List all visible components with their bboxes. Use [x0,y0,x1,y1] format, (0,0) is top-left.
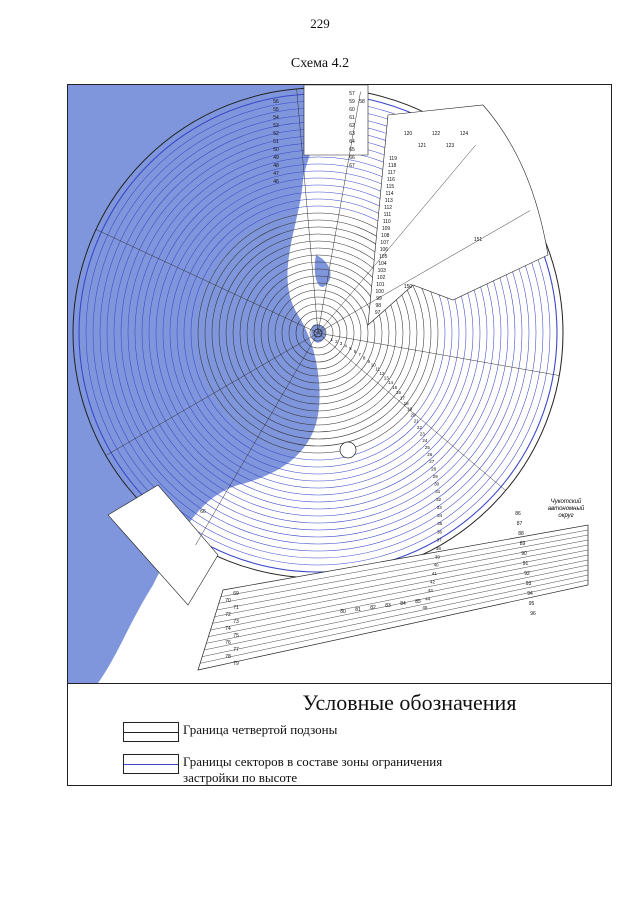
sector-number: 28 [431,466,437,472]
sector-number: 95 [528,601,535,607]
sector-number: 10 [370,362,376,368]
sector-cutout-northeast [368,105,548,325]
sector-number: 119 [389,156,397,162]
sector-number: 66 [200,509,206,515]
sector-number: 57 [349,91,355,97]
sector-number: 17 [399,395,405,401]
subzone-swatch [123,722,179,742]
sector-cutout-north [304,85,368,155]
scheme-title: Схема 4.2 [290,56,350,71]
sector-number: 94 [527,591,533,597]
sector-number: 29 [432,473,438,479]
sector-number: 35 [437,521,443,527]
sector-number: 4 [344,343,347,349]
sector-number: 60 [349,107,355,113]
sector-number: 5 [349,345,352,351]
map-frame [67,84,612,786]
sector-number: 115 [386,184,395,190]
sector-number: 98 [375,303,382,309]
sector-number: 46 [273,179,279,185]
sector-number: 79 [233,661,239,667]
sector-number: 21 [413,418,419,424]
legend-item-label: Границы секторов в составе зоны ограничения застройки по высоте [183,754,443,785]
sector-number: 114 [385,191,394,197]
sector-number: 34 [437,512,443,518]
sector-number: 14 [387,380,394,386]
sector-number: 45 [422,605,428,611]
sector-number: 92 [524,571,530,577]
sector-number: 71 [233,605,239,611]
sector-number: 88 [518,531,524,537]
sector-number: 55 [273,107,279,113]
sector-number: 3 [339,340,343,346]
sector-number: 73 [233,619,239,625]
sector-number: 11 [375,366,381,372]
sector-number: 76 [225,640,231,646]
sector-number: 42 [429,579,435,585]
region-label: Чукотский [550,499,582,505]
sector-number: 43 [427,588,433,594]
sector-number: 106 [379,247,389,253]
sector-number: 16 [396,390,402,396]
sector-number: 85 [415,599,421,605]
sector-number: 53 [273,123,279,129]
sector-number: 104 [378,261,387,267]
sector-number: 96 [530,611,536,617]
sector-number: 52 [273,131,279,137]
sector-number: 22 [416,425,422,431]
legend-item-sectors [123,754,493,786]
sector-number: 33 [436,504,442,510]
sector-number: 18 [403,400,409,406]
legend-item-label: Граница четвертой подзоны [183,722,338,737]
sector-number: 59 [349,99,355,105]
sector-number: 82 [370,605,376,611]
sector-number: 113 [384,198,393,204]
region-label: автономный [547,506,585,512]
legend-item-subzone [123,722,493,742]
sector-number: 111 [383,212,392,218]
sector-number: 62 [349,123,355,129]
sector-number: 7 [358,351,361,357]
zone-map[interactable] [68,85,611,683]
sector-number: 108 [381,233,390,239]
sector-number: 74 [225,626,231,632]
sector-number: 109 [381,226,391,232]
sector-number: 9 [367,358,370,364]
page-number: 229 [310,16,330,31]
sector-number: 31 [435,489,441,495]
sector-number: 120 [403,131,413,137]
sector-number: 26 [427,452,433,458]
region-label: округ [558,513,574,519]
sector-number: 78 [225,654,231,660]
sector-number: 70 [225,598,231,604]
sector-number: 23 [419,431,425,437]
sector-number: 8 [362,355,366,361]
sector-number: 103 [377,268,386,274]
sector-number: 27 [429,459,435,465]
center-sector-45 [340,442,356,458]
sector-number: 102 [376,275,386,281]
sector-number: 81 [355,607,361,613]
sector-number: 1 [330,336,334,342]
sector-number: 30 [434,481,440,487]
sector-number: 97 [374,310,381,316]
sector-number: 40 [433,562,439,568]
sector-number: 13 [383,375,389,381]
sector-number: 64 [349,139,355,145]
sector-number: 63 [349,131,355,137]
sector-number: 89 [519,541,526,547]
sector-number: 72 [225,612,231,618]
legend-title: Условные обозначения [302,690,517,715]
sector-radial [318,333,559,376]
sector-number: 99 [376,296,382,302]
sector-number: 112 [384,205,393,211]
sector-number: 66 [349,155,355,161]
sector-number: 116 [386,177,395,183]
sector-number: 58 [359,99,365,105]
sector-number: 54 [273,115,279,121]
sector-number: 49 [273,155,279,161]
sector-number: 15 [392,384,398,390]
sector-number: 37 [436,537,442,543]
sector-number: 150 [403,284,413,290]
map-area[interactable] [68,85,611,683]
sector-number: 20 [410,412,416,418]
sector-number: 91 [522,561,529,567]
sector-number: 105 [379,254,388,260]
sector-number: 32 [436,497,442,503]
sector-number: 50 [273,147,279,153]
sector-number: 123 [445,143,455,149]
sector-number: 19 [407,406,413,412]
sector-number: 121 [417,143,427,149]
sector-number: 124 [459,131,469,137]
sector-number: 90 [521,551,527,557]
water-inlet [315,255,331,287]
legend [68,683,611,786]
sector-number: 87 [516,521,523,527]
sector-number: 67 [349,163,355,169]
sector-number: 2 [335,338,338,344]
sector-swatch [123,754,179,774]
sector-number: 69 [233,591,239,597]
sector-number: 51 [273,139,279,145]
sector-number: 6 [353,348,357,354]
sector-number: 56 [273,99,279,105]
sector-number: 110 [382,219,391,225]
sector-number: 101 [376,282,385,288]
sector-number: 80 [340,609,346,615]
sector-number: 107 [380,240,389,246]
sector-number: 24 [422,438,428,444]
sector-number: 122 [431,131,441,137]
sector-number: 93 [525,581,532,587]
sector-number: 65 [349,147,355,153]
sector-number: 117 [387,170,396,176]
sector-number: 44 [425,596,431,602]
sector-number: 25 [424,445,430,451]
sector-number: 100 [375,289,384,295]
sector-number: 38 [435,545,441,551]
sector-number: 41 [431,571,437,577]
sector-number: 84 [400,601,406,607]
sector-number: 39 [434,554,440,560]
sector-number: 151 [473,237,483,243]
sector-number: 83 [385,603,391,609]
sector-number: 86 [515,511,521,517]
sector-number: 47 [273,171,279,177]
sector-number: 77 [233,647,239,653]
sector-number: 118 [388,163,397,169]
sector-number: 12 [379,370,385,376]
south-sector-block [198,525,588,670]
sector-number: 48 [273,163,279,169]
sector-number: 61 [349,115,355,121]
sector-number: 75 [233,633,239,639]
sector-number: 36 [437,529,443,535]
